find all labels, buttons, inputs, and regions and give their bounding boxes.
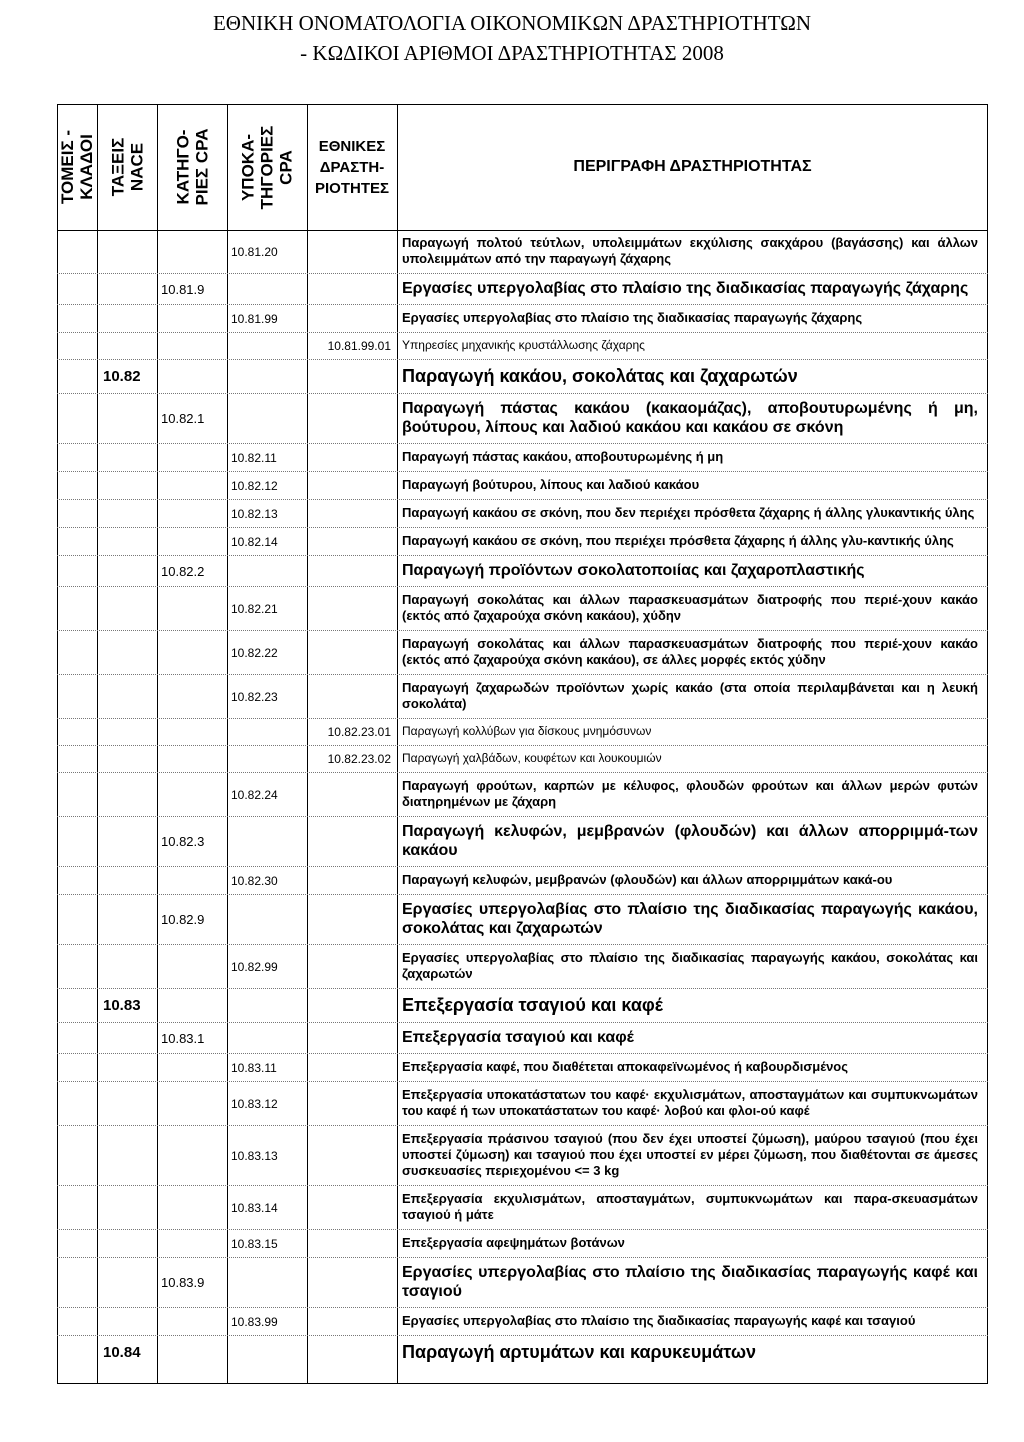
- code-subcategory: [227, 1258, 311, 1307]
- table-row: [57, 528, 988, 556]
- code-subcategory: 10.83.99: [231, 1314, 278, 1329]
- table-body: [57, 230, 988, 1369]
- code-subcategory: 10.82.11: [231, 450, 277, 465]
- code-class: [97, 500, 163, 527]
- code-national: [307, 675, 397, 718]
- code-category: 10.81.9: [161, 281, 205, 297]
- code-class: [97, 556, 163, 586]
- code-national: [307, 989, 397, 1022]
- activity-description: Παραγωγή κακάου, σοκολάτας και ζαχαρωτών: [402, 366, 798, 386]
- code-category: [157, 444, 231, 471]
- code-class: [97, 305, 163, 332]
- code-national: 10.81.99.01: [327, 339, 391, 353]
- code-category: [157, 631, 231, 674]
- code-category: [157, 1186, 231, 1229]
- activity-description: Παραγωγή φρούτων, καρπών με κέλυφος, φλουδών φρούτων και άλλων μερών φυτών διατηρημένων με ζάχαρη: [402, 778, 978, 809]
- activity-description: Παραγωγή αρτυμάτων και καρυκευμάτων: [402, 1342, 757, 1362]
- activity-description: Παραγωγή κελυφών, μεμβρανών (φλουδών) και άλλων απορριμμά-των κακάου: [402, 823, 978, 859]
- code-category: 10.83.1: [161, 1030, 205, 1046]
- code-national: [307, 528, 397, 555]
- activity-description: Παραγωγή πάστας κακάου (κακαομάζας), αποβουτυρωμένης ή μη, βούτυρου, λίπους και λαδιού κακάου και κακάου σε σκόνη: [402, 400, 978, 436]
- code-subcategory: 10.83.14: [231, 1200, 278, 1215]
- code-category: [157, 867, 231, 894]
- code-class: [97, 631, 163, 674]
- code-national: 10.82.23.01: [327, 725, 391, 739]
- code-class: [97, 230, 163, 273]
- table-row: [57, 1082, 988, 1126]
- activity-description: Εργασίες υπεργολαβίας στο πλαίσιο της διαδικασίας παραγωγής ζάχαρης: [402, 310, 863, 325]
- code-subcategory: [227, 274, 311, 304]
- table-row: [57, 1186, 988, 1230]
- code-category: [157, 333, 231, 359]
- table-row: [57, 472, 988, 500]
- code-national: [307, 274, 397, 304]
- activity-description: Επεξεργασία εκχυλισμάτων, αποσταγμάτων, συμπυκνωμάτων και παρα-σκευασμάτων τσαγιού ή μάτε: [402, 1191, 978, 1222]
- table-row: [57, 500, 988, 528]
- code-subcategory: 10.81.20: [231, 244, 278, 259]
- code-subcategory: 10.82.22: [231, 645, 278, 660]
- code-subcategory: 10.82.99: [231, 959, 278, 974]
- code-category: [157, 472, 231, 499]
- activity-description: Επεξεργασία αφεψημάτων βοτάνων: [402, 1235, 625, 1250]
- code-class: [97, 1230, 163, 1257]
- code-class: [97, 528, 163, 555]
- code-category: [157, 1336, 231, 1369]
- activity-description: Παραγωγή προϊόντων σοκολατοποιίας και ζαχαροπλαστικής: [402, 562, 865, 579]
- table-row: [57, 333, 988, 360]
- code-class: [97, 1186, 163, 1229]
- code-category: 10.83.9: [161, 1275, 205, 1290]
- code-national: [307, 394, 397, 443]
- code-class: [97, 895, 163, 944]
- table-row: [57, 1126, 988, 1186]
- code-class: 10.82: [103, 368, 141, 385]
- code-category: [157, 587, 231, 630]
- code-category: [157, 1054, 231, 1081]
- code-subcategory: 10.82.21: [231, 601, 278, 616]
- code-class: [97, 1082, 163, 1125]
- code-subcategory: 10.82.30: [231, 873, 278, 888]
- table-row: [57, 444, 988, 472]
- code-category: [157, 1308, 231, 1335]
- code-subcategory: [227, 719, 311, 745]
- code-subcategory: [227, 333, 311, 359]
- code-national: [307, 1186, 397, 1229]
- code-subcategory: [227, 360, 311, 393]
- code-national: [307, 556, 397, 586]
- code-national: [307, 1230, 397, 1257]
- document-title: ΕΘΝΙΚΗ ΟΝΟΜΑΤΟΛΟΓΙΑ ΟΙΚΟΝΟΜΙΚΩΝ ΔΡΑΣΤΗΡΙΟΤΗΤΩΝ: [212, 11, 812, 35]
- code-category: [157, 1082, 231, 1125]
- code-category: 10.82.3: [161, 834, 205, 849]
- code-class: [97, 773, 163, 816]
- code-subcategory: [227, 746, 311, 772]
- activity-description: Παραγωγή χαλβάδων, κουφέτων και λουκουμιών: [402, 751, 662, 765]
- table-row: [57, 230, 988, 274]
- table-row: [57, 719, 988, 746]
- table-row: [57, 305, 988, 333]
- header-cpa-categories: ΚΑΤΗΓΟ- ΡΙΕΣ CPA: [173, 128, 211, 206]
- activity-codes-table: [57, 104, 988, 1384]
- code-class: [97, 394, 163, 443]
- code-class: [97, 1258, 163, 1307]
- table-row: [57, 945, 988, 989]
- code-class: 10.84: [103, 1344, 141, 1361]
- code-category: 10.82.1: [161, 411, 205, 426]
- code-subcategory: 10.83.12: [231, 1096, 278, 1111]
- code-national: [307, 444, 397, 471]
- table-row: [57, 1023, 988, 1054]
- table-row: [57, 895, 988, 945]
- code-class: [97, 945, 163, 988]
- activity-description: Εργασίες υπεργολαβίας στο πλαίσιο της διαδικασίας παραγωγής καφέ και τσαγιού: [402, 1313, 916, 1328]
- activity-description: Παραγωγή πάστας κακάου, αποβουτυρωμένης ή μη: [402, 449, 724, 464]
- code-category: [157, 500, 231, 527]
- code-subcategory: 10.83.11: [231, 1060, 277, 1075]
- code-national: [307, 631, 397, 674]
- table-row: [57, 556, 988, 587]
- code-class: [97, 817, 163, 866]
- code-national: [307, 895, 397, 944]
- table-row: [57, 989, 988, 1023]
- table-row: [57, 867, 988, 895]
- table-row: [57, 631, 988, 675]
- table-row: [57, 360, 988, 394]
- code-subcategory: 10.82.13: [231, 506, 278, 521]
- table-row: [57, 817, 988, 867]
- code-national: [307, 1308, 397, 1335]
- table-row: [57, 1308, 988, 1336]
- activity-description: Παραγωγή πολτού τεύτλων, υπολειμμάτων εκχύλισης σακχάρου (βαγάσσης) και άλλων υπολειμμάτων από την παραγωγή ζάχαρης: [402, 235, 978, 266]
- activity-description: Επεξεργασία πράσινου τσαγιού (που δεν έχει υποστεί ζύμωση), μαύρου τσαγιού (που έχει υποστεί ζύμωση) και τσαγιού που έχει υποστεί εν μέρει ζύμωση, που διαθέτονται σε άμεσες συσκευασίες περιεχομένου <= 3 kg: [402, 1131, 978, 1178]
- table-row: [57, 274, 988, 305]
- code-national: [307, 305, 397, 332]
- code-national: [307, 1054, 397, 1081]
- activity-description: Επεξεργασία τσαγιού και καφέ: [402, 995, 663, 1015]
- code-national: [307, 587, 397, 630]
- code-category: [157, 1230, 231, 1257]
- code-national: [307, 945, 397, 988]
- activity-description: Παραγωγή κολλύβων για δίσκους μνημόσυνων: [402, 724, 652, 738]
- code-subcategory: 10.81.99: [231, 311, 278, 326]
- activity-description: Εργασίες υπεργολαβίας στο πλαίσιο της διαδικασίας παραγωγής κακάου, σοκολάτας και ζαχαρωτών: [402, 950, 978, 981]
- code-subcategory: 10.82.23: [231, 689, 278, 704]
- code-class: [97, 1054, 163, 1081]
- table-row: [57, 773, 988, 817]
- code-subcategory: [227, 1336, 311, 1369]
- code-category: [157, 746, 231, 772]
- code-class: [97, 1023, 163, 1053]
- activity-description: Παραγωγή βούτυρου, λίπους και λαδιού κακάου: [402, 477, 700, 492]
- activity-description: Εργασίες υπεργολαβίας στο πλαίσιο της διαδικασίας παραγωγής κακάου, σοκολάτας και ζαχαρωτών: [402, 901, 978, 937]
- activity-description: Επεξεργασία υποκατάστατων του καφέ· εκχυλισμάτων, αποσταγμάτων και συμπυκνωμάτων του καφέ ή των υποκατάστατων του καφέ· λοβού και φλοι-ού καφέ: [402, 1087, 978, 1118]
- code-national: [307, 500, 397, 527]
- header-activity-description: ΠΕΡΙΓΡΑΦΗ ΔΡΑΣΤΗΡΙΟΤΗΤΑΣ: [573, 158, 812, 175]
- code-national: [307, 773, 397, 816]
- code-class: [97, 444, 163, 471]
- code-subcategory: [227, 989, 311, 1022]
- code-subcategory: [227, 394, 311, 443]
- code-subcategory: [227, 895, 311, 944]
- code-class: [97, 1308, 163, 1335]
- code-class: [97, 587, 163, 630]
- activity-description: Παραγωγή κακάου σε σκόνη, που περιέχει πρόσθετα ζάχαρης ή άλλης γλυ-καντικής ύλης: [402, 533, 954, 548]
- table-row: [57, 1054, 988, 1082]
- code-national: [307, 867, 397, 894]
- code-category: [157, 675, 231, 718]
- table-row: [57, 746, 988, 773]
- code-national: [307, 1126, 397, 1185]
- code-category: [157, 773, 231, 816]
- code-national: [307, 1082, 397, 1125]
- code-national: [307, 360, 397, 393]
- code-class: [97, 719, 163, 745]
- code-national: [307, 1258, 397, 1307]
- code-national: [307, 230, 397, 273]
- code-national: [307, 817, 397, 866]
- activity-description: Παραγωγή σοκολάτας και άλλων παρασκευασμάτων διατροφής που περιέ-χουν κακάο (εκτός από ζαχαρούχα σκόνη κακάου), χύδην: [402, 592, 978, 623]
- code-class: [97, 274, 163, 304]
- code-subcategory: 10.82.12: [231, 478, 278, 493]
- table-row: [57, 1336, 988, 1369]
- code-category: 10.82.2: [161, 563, 205, 579]
- code-class: [97, 746, 163, 772]
- header-nace-classes: ΤΑΞΕΙΣ NACE: [107, 137, 146, 197]
- code-category: [157, 719, 231, 745]
- code-category: [157, 528, 231, 555]
- activity-description: Παραγωγή ζαχαρωδών προϊόντων χωρίς κακάο (στα οποία περιλαμβάνεται και η λευκή σοκολάτα): [402, 680, 978, 711]
- table-row: [57, 1258, 988, 1308]
- code-class: [97, 867, 163, 894]
- code-category: [157, 360, 231, 393]
- activity-description: Παραγωγή κακάου σε σκόνη, που δεν περιέχει πρόσθετα ζάχαρης ή άλλης γλυκαντικής ύλης: [402, 505, 975, 520]
- code-national: [307, 472, 397, 499]
- code-category: 10.82.9: [161, 912, 205, 927]
- table-row: [57, 587, 988, 631]
- code-category: [157, 945, 231, 988]
- code-category: [157, 230, 231, 273]
- code-national: 10.82.23.02: [327, 752, 391, 766]
- header-cpa-subcategories: ΥΠΟΚΑ- ΤΗΓΟΡΙΕΣ CPA: [238, 125, 296, 209]
- activity-description: Παραγωγή κελυφών, μεμβρανών (φλουδών) και άλλων απορριμμάτων κακά-ου: [402, 872, 893, 887]
- code-category: [157, 989, 231, 1022]
- table-row: [57, 394, 988, 444]
- activity-description: Παραγωγή σοκολάτας και άλλων παρασκευασμάτων διατροφής που περιέ-χουν κακάο (εκτός από ζαχαρούχα σκόνη κακάου), σε άλλες μορφές εκτός χύδην: [402, 636, 978, 667]
- activity-description: Εργασίες υπεργολαβίας στο πλαίσιο της διαδικασίας παραγωγής καφέ και τσαγιού: [402, 1264, 978, 1300]
- activity-description: Υπηρεσίες μηχανικής κρυστάλλωσης ζάχαρης: [402, 338, 645, 352]
- code-subcategory: [227, 817, 311, 866]
- code-class: [97, 675, 163, 718]
- code-class: 10.83: [103, 997, 141, 1014]
- code-subcategory: 10.82.24: [231, 787, 278, 802]
- code-class: [97, 333, 163, 359]
- activity-description: Εργασίες υπεργολαβίας στο πλαίσιο της διαδικασίας παραγωγής ζάχαρης: [402, 280, 969, 297]
- code-subcategory: 10.82.14: [231, 534, 278, 549]
- document-subtitle: - ΚΩΔΙΚΟΙ ΑΡΙΘΜΟΙ ΔΡΑΣΤΗΡΙΟΤΗΤΑΣ 2008: [300, 41, 724, 65]
- table-row: [57, 1230, 988, 1258]
- code-subcategory: [227, 556, 311, 586]
- table-row: [57, 675, 988, 719]
- code-category: [157, 1126, 231, 1185]
- code-class: [97, 472, 163, 499]
- header-national-activities: ΕΘΝΙΚΕΣ ΔΡΑΣΤΗ- ΡΙΟΤΗΤΕΣ: [314, 137, 389, 197]
- code-class: [97, 1126, 163, 1185]
- code-national: [307, 1336, 397, 1369]
- header-sectors: ΤΟΜΕΙΣ - ΚΛΑΔΟΙ: [58, 129, 97, 205]
- code-category: [157, 305, 231, 332]
- code-subcategory: 10.83.15: [231, 1236, 278, 1251]
- code-subcategory: [227, 1023, 311, 1053]
- activity-description: Επεξεργασία τσαγιού και καφέ: [402, 1029, 634, 1046]
- code-subcategory: 10.83.13: [231, 1148, 278, 1163]
- activity-description: Επεξεργασία καφέ, που διαθέτεται αποκαφεϊνωμένος ή καβουρδισμένος: [402, 1059, 849, 1074]
- code-national: [307, 1023, 397, 1053]
